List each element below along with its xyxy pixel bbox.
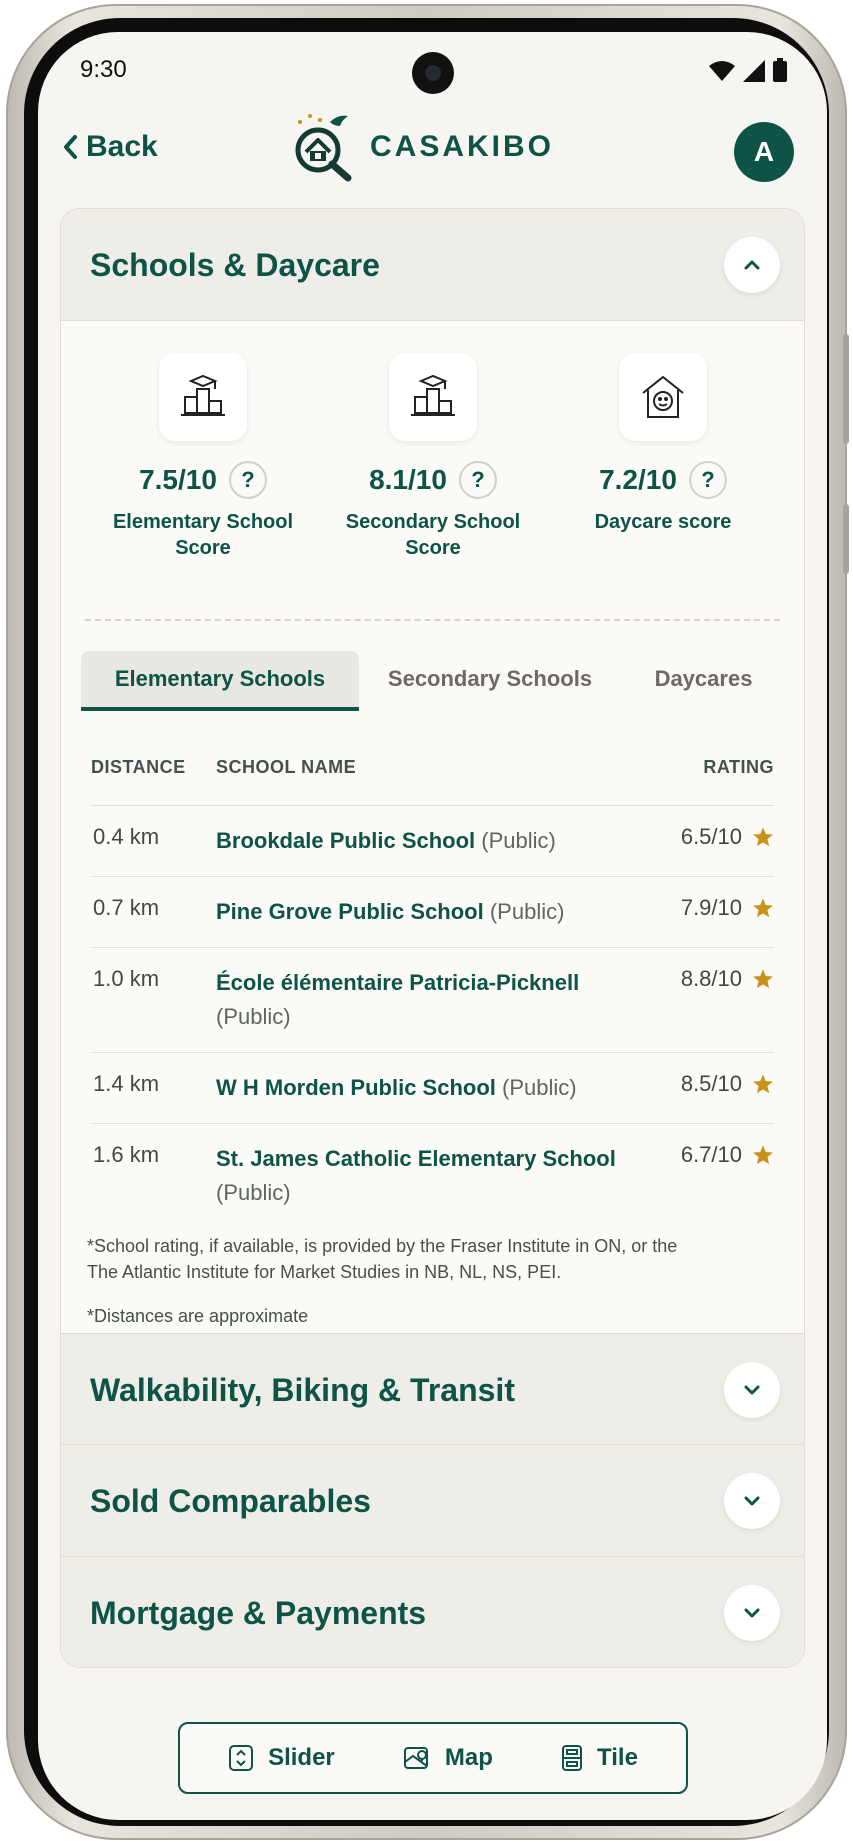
back-label: Back [86,130,158,163]
expand-button[interactable] [724,1473,780,1529]
school-type: (Public) [481,828,556,853]
star-icon [752,1073,774,1095]
section-header-schools[interactable] [61,209,804,321]
school-rating-cell [681,1142,774,1168]
school-name-cell [216,877,636,947]
volume-button [843,334,849,444]
score-label: Daycare score [594,511,732,533]
power-button [843,504,849,574]
header-school-name: SCHOOL NAME [216,757,357,777]
score-value: 7.2/10 [599,464,677,495]
table-row[interactable] [91,947,774,1052]
nav-label: Map [444,1744,493,1771]
table-row[interactable] [91,1123,774,1228]
school-distance: 1.0 km [93,966,160,991]
schools-table [91,805,774,1228]
section-title: Mortgage & Payments [90,1595,427,1631]
school-rating-cell [681,1071,774,1097]
front-camera [412,52,454,94]
school-distance: 1.6 km [93,1142,160,1167]
school-rating: 7.9/10 [680,895,742,920]
section-title: Walkability, Biking & Transit [90,1372,515,1408]
school-type: (Public) [489,899,565,924]
chevron-down-icon [743,1495,761,1507]
tab-elementary-schools[interactable]: Elementary Schools [81,651,359,711]
school-tabs [81,651,786,711]
score-help-button[interactable]: ? [459,461,497,499]
school-name-cell [216,806,636,876]
expand-button[interactable] [724,1585,780,1641]
section-header-sold-comparables[interactable] [61,1445,804,1557]
battery-icon [773,58,787,82]
school-type: (Public) [216,1180,291,1205]
school-rating-cell [681,895,774,921]
screen [38,32,827,1820]
wifi-icon [709,60,735,82]
nav-tile[interactable] [561,1744,638,1772]
divider [85,619,780,621]
school-name: St. James Catholic Elementary School [216,1146,616,1171]
school-name: Brookdale Public School [216,828,476,853]
school-distance: 0.4 km [93,824,160,849]
star-icon [752,1144,774,1166]
header-rating: RATING [703,757,774,777]
table-header [91,757,774,797]
secondary-score [323,353,543,561]
signal-icon [743,60,765,82]
school-rating-cell [681,824,774,850]
score-label: Elementary School Score [112,511,294,559]
section-header-walkability[interactable] [61,1333,804,1445]
nav-slider[interactable] [228,1744,335,1772]
star-icon [752,826,774,848]
brand-logo[interactable] [290,112,554,182]
chevron-up-icon [743,259,761,271]
user-avatar[interactable]: A [734,122,794,182]
chevron-down-icon [743,1384,761,1396]
tile-icon [561,1744,583,1772]
school-icon [389,353,477,441]
details-card [60,208,805,1668]
school-rating-cell [681,966,774,992]
distance-note: *Distances are approximate [87,1306,309,1326]
school-rating: 8.5/10 [680,1071,742,1096]
nav-label: Tile [597,1744,638,1771]
casakibo-logo-icon [290,112,354,182]
collapse-button[interactable] [724,237,780,293]
elementary-score [93,353,313,561]
school-name-cell [216,1124,636,1228]
table-row[interactable] [91,805,774,876]
table-row[interactable] [91,876,774,947]
score-value: 7.5/10 [139,464,217,495]
school-rating: 8.8/10 [680,966,742,991]
chevron-left-icon [62,134,78,160]
score-help-button[interactable]: ? [689,461,727,499]
phone-frame [6,4,847,1840]
status-time: 9:30 [80,56,127,83]
star-icon [752,968,774,990]
section-title: Sold Comparables [90,1483,371,1519]
view-switcher [178,1722,688,1794]
school-name: Pine Grove Public School [216,899,484,924]
rating-source-note: *School rating, if available, is provided by the Fraser Institute in ON, or the The Atlantic Institute for Market Studies in NB, NL, NS, PEI. [87,1236,678,1282]
slider-icon [228,1744,254,1772]
school-name-cell [216,948,636,1052]
school-rating: 6.7/10 [680,1142,742,1167]
star-icon [752,897,774,919]
daycare-score [553,353,773,535]
section-header-mortgage[interactable] [61,1557,804,1668]
table-row[interactable] [91,1052,774,1123]
back-button[interactable] [62,130,158,164]
status-icons [709,58,787,82]
school-distance: 1.4 km [93,1071,160,1096]
school-type: (Public) [502,1075,577,1100]
school-type: (Public) [216,1004,291,1029]
tab-secondary-schools[interactable]: Secondary Schools [387,666,593,691]
score-value: 8.1/10 [369,464,447,495]
school-name: W H Morden Public School [216,1075,496,1100]
tab-daycares[interactable]: Daycares [654,666,753,691]
school-rating: 6.5/10 [680,824,742,849]
school-name-cell [216,1053,636,1123]
school-name: École élémentaire Patricia-Picknell [216,970,580,995]
score-label: Secondary School Score [345,511,521,559]
daycare-icon [619,353,707,441]
map-icon [403,1744,431,1772]
section-title: Schools & Daycare [90,247,380,283]
header-distance: DISTANCE [91,757,186,777]
chevron-down-icon [743,1607,761,1619]
score-help-button[interactable]: ? [229,461,267,499]
expand-button[interactable] [724,1362,780,1418]
brand-name: CASAKIBO [370,130,555,163]
school-icon [159,353,247,441]
school-distance: 0.7 km [93,895,160,920]
nav-map[interactable] [403,1744,493,1772]
nav-label: Slider [268,1744,335,1771]
